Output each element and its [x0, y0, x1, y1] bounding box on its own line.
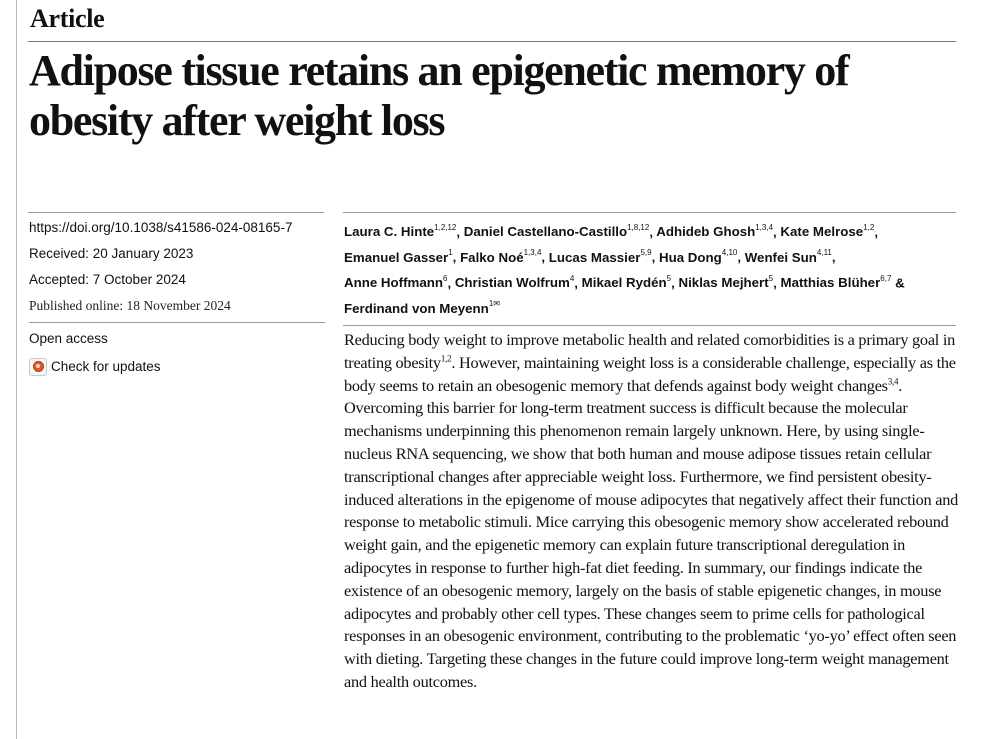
- author-name-text: Anne Hoffmann: [344, 275, 443, 291]
- author-affiliation: 1,2: [863, 223, 875, 232]
- author-name-text: Kate Melrose: [780, 224, 864, 240]
- abstract-divider: [343, 325, 956, 326]
- title-divider: [28, 41, 956, 42]
- author-name-text: Emanuel Gasser: [344, 249, 449, 265]
- author-name-text: Adhideb Ghosh: [656, 224, 756, 240]
- author-name[interactable]: [582, 275, 671, 290]
- author-name[interactable]: [549, 250, 652, 265]
- author-name-text: Matthias Blüher: [780, 275, 881, 291]
- author-name[interactable]: [745, 250, 832, 265]
- open-access-label: Open access: [29, 331, 108, 346]
- citation-ref[interactable]: 1,2: [440, 353, 452, 364]
- author-affiliation: 6: [442, 273, 448, 283]
- author-name[interactable]: [780, 224, 874, 239]
- left-margin-rule: [16, 0, 17, 739]
- author-affiliation: 1,3,4: [755, 223, 774, 232]
- doi-link[interactable]: https://doi.org/10.1038/s41586-024-08165-7: [29, 220, 293, 235]
- author-ampersand: &: [895, 275, 905, 291]
- author-name-text: Mikael Rydén: [581, 275, 667, 291]
- author-list: Laura C. Hinte$^{1,2,12}$, Daniel Castellano-Castillo$^{1,8,12}$, Adhideb Ghosh$^{1,3,4}$, Kate Melrose$^{1,2}$, Emanuel Gasser$^1$, Falko Noé$^{1,3,4}$, Lucas Massier$^{5,9}$, Hua Dong$^{4,10}$, Wenfei Sun$^{4,11}$, Anne Hoffmann$^6$, Christian Wolfrum$^4$, Mikael Rydén$^5$, Niklas Mejhert$^5$, Matthias Blüher$^{6,7}$ & Ferdinand von Meyenn$^{1✉}$: [344, 223, 905, 316]
- author-name-text: Laura C. Hinte: [344, 224, 435, 240]
- author-affiliation: 5: [666, 273, 672, 283]
- author-name[interactable]: [679, 275, 774, 290]
- check-for-updates-button[interactable]: [29, 355, 325, 379]
- abstract: [344, 329, 969, 694]
- author-name-text: Lucas Massier: [548, 249, 641, 265]
- abstract-text-3: . Overcoming this barrier for long-term treatment success is difficult because the molecular mechanisms underpinning this phenomenon remain largely unknown. Here, by using single-nucleus RNA sequencing, we show that both human and mouse adipose tissues retain cellular transcriptional changes after appreciable weight loss. Furthermore, we find persistent obesity-induced alterations in the epigenome of mouse adipocytes that negatively affect their function and response to metabolic stimuli. Mice carrying this obesogenic memory show accelerated rebound weight gain, and the epigenetic memory can explain future transcriptional deregulation in adipocytes in response to further high-fat diet feeding. In summary, our findings indicate the existence of an obesogenic memory, largely on the basis of stable epigenetic changes, in mouse adipocytes and probably other cell types. These changes seem to prime cells for pathological responses in an obesogenic environment, contributing to the problematic ‘yo-yo’ effect often seen with dieting. Targeting these changes in the future could improve long-term weight management and health outcomes.: [344, 375, 959, 691]
- author-affiliation: 4,10: [721, 248, 738, 258]
- authors-divider: [343, 212, 956, 213]
- author-name[interactable]: [656, 224, 773, 239]
- check-for-updates-label: Check for updates: [51, 359, 161, 374]
- author-affiliation: 6,7: [880, 273, 892, 283]
- author-affiliation: 1: [488, 299, 494, 309]
- received-date: Received: 20 January 2023: [29, 246, 194, 261]
- published-date: Published online: 18 November 2024: [29, 296, 325, 323]
- meta-divider: [28, 212, 324, 213]
- accepted-date: Accepted: 7 October 2024: [29, 272, 186, 287]
- author-affiliation: 4: [569, 273, 575, 283]
- author-affiliation: 4,11: [816, 248, 832, 258]
- crossmark-icon: [29, 358, 47, 376]
- author-name[interactable]: [781, 275, 892, 290]
- author-name[interactable]: [344, 275, 447, 290]
- author-name[interactable]: [455, 275, 574, 290]
- article-metadata: [29, 218, 325, 379]
- author-name-text: Daniel Castellano-Castillo: [463, 224, 628, 240]
- author-name[interactable]: [464, 224, 650, 239]
- author-name-text: Christian Wolfrum: [454, 275, 570, 291]
- author-name[interactable]: [344, 250, 453, 265]
- article-type-label: Article: [30, 4, 105, 33]
- article-title: Adipose tissue retains an epigenetic memory of obesity after weight loss: [29, 46, 849, 145]
- author-name[interactable]: [659, 250, 737, 265]
- author-affiliation: 1,8,12: [627, 223, 650, 232]
- author-affiliation: 5: [768, 273, 774, 283]
- author-name[interactable]: [460, 250, 541, 265]
- citation-ref[interactable]: 3,4: [887, 376, 899, 387]
- author-affiliation: 1,3,4: [523, 248, 542, 258]
- author-name-text: Wenfei Sun: [744, 249, 817, 265]
- abstract-text-1: Reducing body weight to improve metabolic health and related comorbidities is a primary goal in treating obesity: [344, 330, 956, 372]
- author-name[interactable]: [344, 301, 493, 316]
- author-affiliation: 1,2,12: [434, 223, 457, 232]
- author-name-text: Falko Noé: [460, 249, 524, 265]
- author-affiliation: 5,9: [640, 248, 652, 258]
- author-name[interactable]: [344, 224, 456, 239]
- abstract-text-2: . However, maintaining weight loss is a considerable challenge, especially as the body seems to retain an obesogenic memory that defends against body weight changes: [344, 352, 956, 395]
- author-name-text: Niklas Mejhert: [678, 275, 769, 291]
- author-name-text: Hua Dong: [658, 249, 722, 265]
- author-affiliation: 1: [448, 248, 453, 258]
- author-name-text: Ferdinand von Meyenn: [344, 300, 489, 316]
- email-icon[interactable]: ✉: [493, 299, 500, 309]
